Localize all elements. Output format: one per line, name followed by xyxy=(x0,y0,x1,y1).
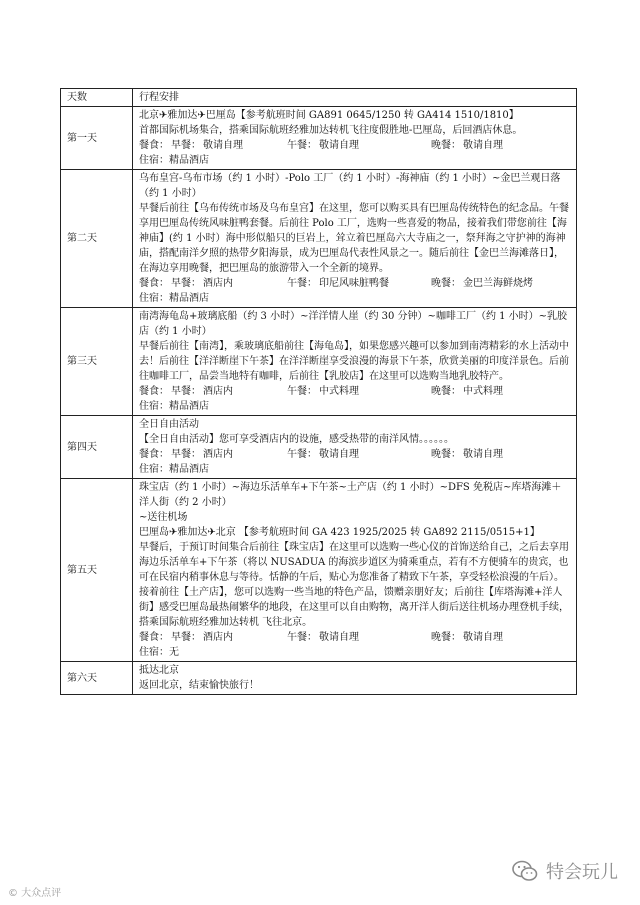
lunch-value: 敬请自理 xyxy=(319,449,359,460)
meal-lunch xyxy=(287,276,431,291)
meal-label: 餐食： xyxy=(139,632,169,643)
plan-cell xyxy=(133,170,577,308)
meal-breakfast xyxy=(139,384,287,399)
stay-label: 住宿： xyxy=(139,155,169,166)
breakfast-value: 酒店内 xyxy=(203,278,233,289)
meal-breakfast xyxy=(139,630,287,645)
dinner-label: 晚餐： xyxy=(431,386,461,397)
dinner-label: 晚餐： xyxy=(431,278,461,289)
dinner-label: 晚餐： xyxy=(431,632,461,643)
plan-text: 早餐后前往【乌布传统市场及乌布皇宫】在这里，您可以购买具有巴厘岛传统特色的纪念品。午餐享用巴厘岛传统风味脏鸭套餐。后前往 Polo 工厂，选购一些喜爱的物品，接着我们带您前往【海神庙】(约 1 小时）海中形似船只的巨岩上，耸立着巴厘岛六大寺庙之一，祭拜海之守护神的海神庙，搭配南洋夕照的热带夕阳海景，成为巴厘岛代表性风景之一。随后前往【金巴兰海滩落日】，在海边享用晚餐，把巴厘岛的旅游带入一个全新的境界。 xyxy=(139,203,569,274)
table-row xyxy=(61,107,577,170)
route-title: 南湾海龟岛+玻璃底船（约 3 小时）~洋洋情人崖（约 30 分钟）~咖啡工厂（约 1 小时）~乳胶店（约 1 小时） xyxy=(139,311,568,337)
day-label: 第三天 xyxy=(61,308,133,416)
header-plan: 行程安排 xyxy=(133,89,577,107)
meal-label: 餐食： xyxy=(139,449,169,460)
plan-text: ~送往机场 xyxy=(139,512,188,523)
dinner-value: 金巴兰海鲜烧烤 xyxy=(463,278,533,289)
wechat-icon xyxy=(512,860,538,882)
watermark-left: © 大众点评 xyxy=(8,888,62,899)
meals-row xyxy=(139,630,571,645)
meal-lunch xyxy=(287,630,431,645)
meal-lunch xyxy=(287,447,431,462)
breakfast-label: 早餐： xyxy=(171,449,201,460)
day-label: 第一天 xyxy=(61,107,133,170)
plan-cell xyxy=(133,308,577,416)
meal-lunch xyxy=(287,384,431,399)
breakfast-value: 酒店内 xyxy=(203,386,233,397)
stay-value: 精品酒店 xyxy=(169,293,209,304)
meals-row xyxy=(139,447,571,462)
header-day: 天数 xyxy=(61,89,133,107)
breakfast-label: 早餐： xyxy=(171,632,201,643)
meal-label: 餐食： xyxy=(139,386,169,397)
meal-label: 餐食： xyxy=(139,140,169,151)
itinerary-table xyxy=(60,88,577,695)
meal-dinner xyxy=(431,138,571,153)
meals-row xyxy=(139,276,571,291)
day-label: 第五天 xyxy=(61,479,133,662)
stay-row xyxy=(139,399,571,414)
meal-dinner xyxy=(431,276,571,291)
meal-lunch xyxy=(287,138,431,153)
stay-label: 住宿： xyxy=(139,401,169,412)
table-header-row xyxy=(61,89,577,107)
plan-text: 首都国际机场集合，搭乘国际航班经雅加达转机飞往度假胜地-巴厘岛，后回酒店休息。 xyxy=(139,125,523,136)
stay-value: 精品酒店 xyxy=(169,401,209,412)
breakfast-label: 早餐： xyxy=(171,386,201,397)
lunch-value: 印尼风味脏鸭餐 xyxy=(319,278,389,289)
route-title: 北京✈雅加达✈巴厘岛【参考航班时间 GA891 0645/1250 转 GA414 1510/1810】 xyxy=(139,110,519,121)
lunch-label: 午餐： xyxy=(287,140,317,151)
lunch-label: 午餐： xyxy=(287,386,317,397)
plan-text: 【全日自由活动】您可享受酒店内的设施，感受热带的南洋风情。。。。。。 xyxy=(139,434,454,445)
lunch-value: 敬请自理 xyxy=(319,140,359,151)
account-watermark xyxy=(512,858,618,884)
breakfast-label: 早餐： xyxy=(171,278,201,289)
stay-row xyxy=(139,645,571,660)
breakfast-value: 敬请自理 xyxy=(203,140,243,151)
stay-row xyxy=(139,462,571,477)
plan-text: 早餐后前往【南湾】，乘玻璃底船前往【海龟岛】，如果您感兴趣可以参加到南湾精彩的水上活动中去！后前往【洋洋断崖下午茶】在洋洋断崖享受浪漫的海景下午茶，欣赏美丽的印度洋景色。后前往咖啡工厂，品尝当地特有咖啡，后前往【乳胶店】在这里可以选购当地乳胶特产。 xyxy=(139,341,569,382)
dinner-label: 晚餐： xyxy=(431,449,461,460)
lunch-value: 敬请自理 xyxy=(319,632,359,643)
dinner-value: 敬请自理 xyxy=(463,632,503,643)
dinner-value: 中式料理 xyxy=(463,386,503,397)
dinner-value: 敬请自理 xyxy=(463,140,503,151)
stay-label: 住宿： xyxy=(139,464,169,475)
breakfast-label: 早餐： xyxy=(171,140,201,151)
plan-cell xyxy=(133,662,577,695)
account-name: 特会玩儿 xyxy=(546,862,618,883)
meals-row xyxy=(139,384,571,399)
route-title: 抵达北京 xyxy=(139,665,179,676)
meal-breakfast xyxy=(139,447,287,462)
plan-text: 巴厘岛✈雅加达✈北京 【参考航班时间 GA 423 1925/2025 转 GA892 2115/0515+1】 xyxy=(139,527,540,538)
dinner-value: 敬请自理 xyxy=(463,449,503,460)
stay-value: 精品酒店 xyxy=(169,464,209,475)
meals-row xyxy=(139,138,571,153)
stay-row xyxy=(139,291,571,306)
lunch-value: 中式料理 xyxy=(319,386,359,397)
route-title: 乌布皇宫-乌布市场（约 1 小时）-Polo 工厂（约 1 小时）-海神庙（约 1 小时）~金巴兰观日落（约 1 小时） xyxy=(139,173,561,199)
meal-breakfast xyxy=(139,276,287,291)
table-row xyxy=(61,479,577,662)
day-label: 第六天 xyxy=(61,662,133,695)
table-row xyxy=(61,416,577,479)
lunch-label: 午餐： xyxy=(287,449,317,460)
plan-cell xyxy=(133,416,577,479)
breakfast-value: 酒店内 xyxy=(203,449,233,460)
plan-cell xyxy=(133,479,577,662)
plan-text: 返回北京，结束愉快旅行！ xyxy=(139,680,259,691)
stay-label: 住宿： xyxy=(139,293,169,304)
table-row xyxy=(61,308,577,416)
meal-breakfast xyxy=(139,138,287,153)
breakfast-value: 酒店内 xyxy=(203,632,233,643)
plan-text: 早餐后，于预订时间集合后前往【珠宝店】在这里可以选购一些心仪的首饰送给自己，之后去享用海边乐活单车+下午茶（将以 NUSADUA 的海滨步道区为骑乘重点，若有不方便骑车的贵宾，也可在民宿内稍事休息与等待。恬静的午后，贴心为您准备了精致下午茶，享受轻松浪漫的午后）。接着前往【土产店】，您可以选购一些当地的特色产品，馈赠亲朋好友；后前往【库塔海滩+洋人街】感受巴厘岛最热闹繁华的地段，在这里可以自由购物，离开洋人街后送往机场办理登机手续，搭乘国际航班经雅加达转机 飞往北京。 xyxy=(139,542,569,628)
meal-dinner xyxy=(431,384,571,399)
meal-label: 餐食： xyxy=(139,278,169,289)
stay-row xyxy=(139,153,571,168)
day-label: 第二天 xyxy=(61,170,133,308)
stay-label: 住宿： xyxy=(139,647,169,658)
lunch-label: 午餐： xyxy=(287,632,317,643)
route-title: 珠宝店（约 1 小时）~海边乐活单车+下午茶~土产店（约 1 小时）~DFS 免税店~库塔海滩＋洋人街（约 2 小时） xyxy=(139,482,562,508)
stay-value: 无 xyxy=(169,647,179,658)
plan-cell xyxy=(133,107,577,170)
dinner-label: 晚餐： xyxy=(431,140,461,151)
table-row xyxy=(61,170,577,308)
day-label: 第四天 xyxy=(61,416,133,479)
table-row xyxy=(61,662,577,695)
lunch-label: 午餐： xyxy=(287,278,317,289)
route-title: 全日自由活动 xyxy=(139,419,199,430)
meal-dinner xyxy=(431,447,571,462)
meal-dinner xyxy=(431,630,571,645)
stay-value: 精品酒店 xyxy=(169,155,209,166)
